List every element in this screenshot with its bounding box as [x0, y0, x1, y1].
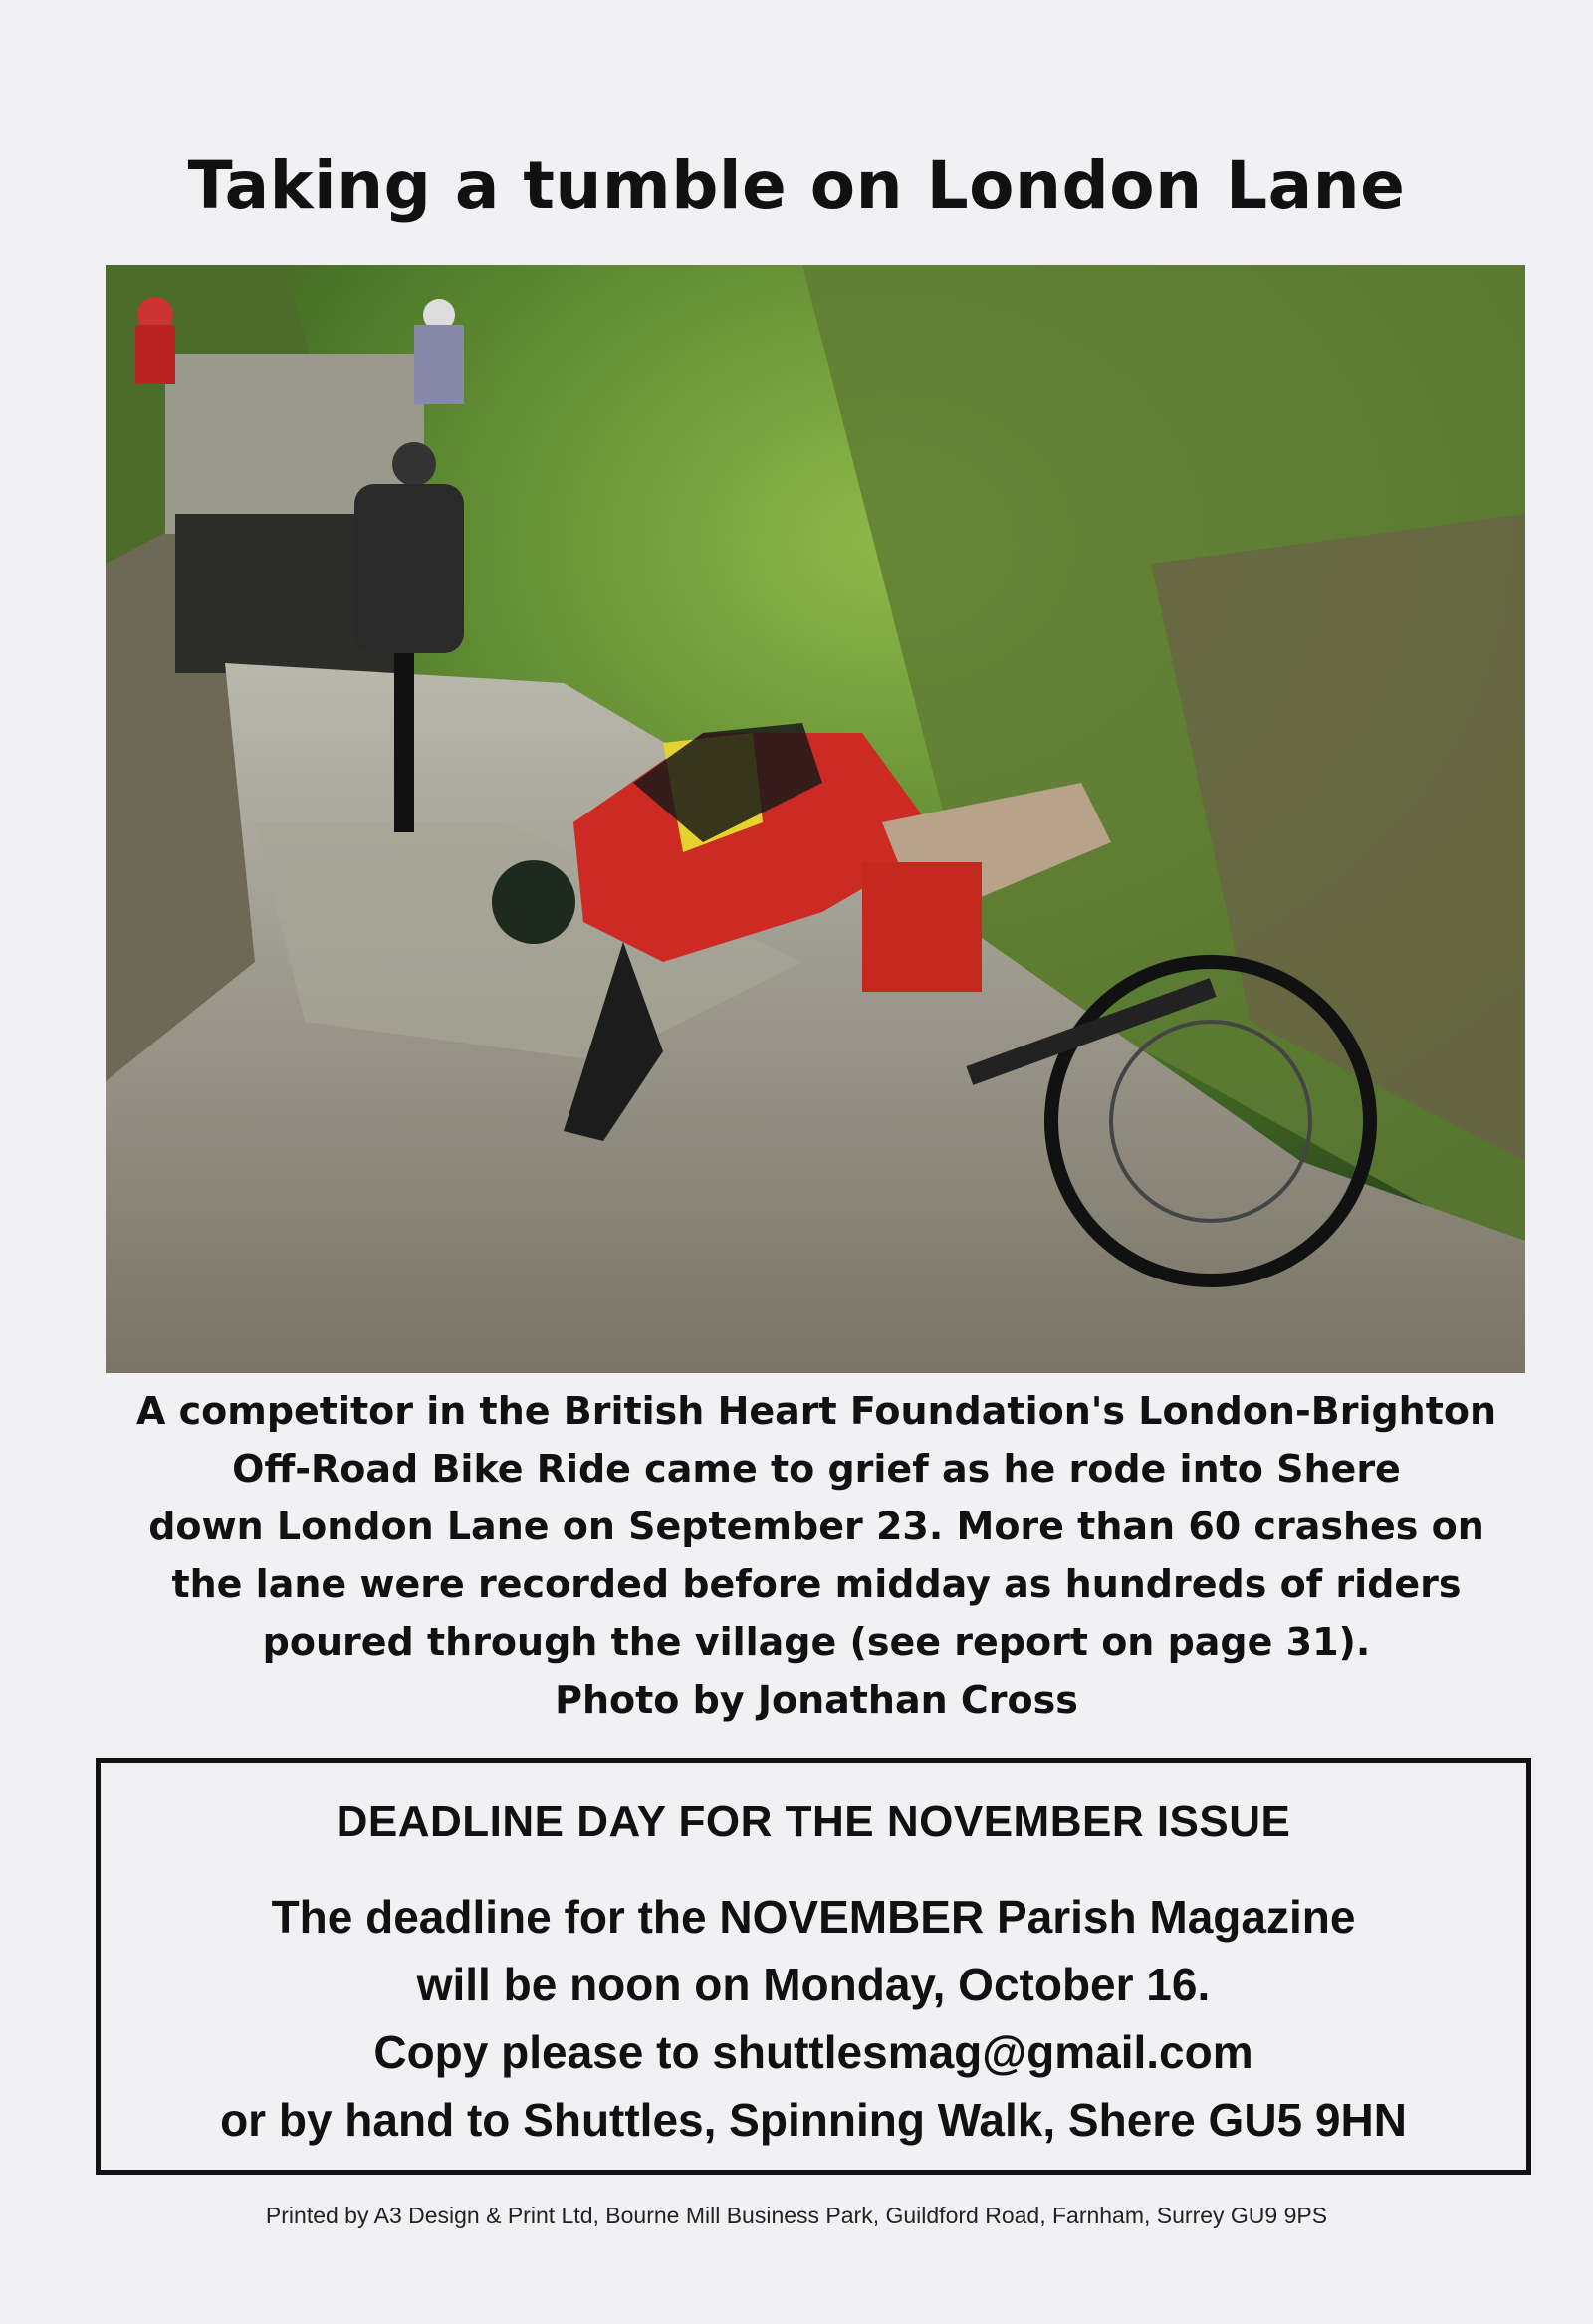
- page-title: Taking a tumble on London Lane: [187, 147, 1406, 224]
- caption-line: the lane were recorded before midday as hundreds of riders: [171, 1562, 1462, 1606]
- deadline-heading: DEADLINE DAY FOR THE NOVEMBER ISSUE: [336, 1797, 1291, 1846]
- caption-line: down London Lane on September 23. More than 60 crashes on: [148, 1505, 1484, 1548]
- deadline-line: will be noon on Monday, October 16.: [416, 1959, 1211, 2010]
- deadline-notice-box: [96, 1758, 1531, 2175]
- caption-line: poured through the village (see report on page 31).: [262, 1620, 1371, 1664]
- deadline-line: Copy please to shuttlesmag@gmail.com: [373, 2026, 1253, 2078]
- deadline-line: The deadline for the NOVEMBER Parish Magazine: [271, 1891, 1356, 1943]
- deadline-line: or by hand to Shuttles, Spinning Walk, Shere GU5 9HN: [220, 2094, 1407, 2146]
- caption-line: Off-Road Bike Ride came to grief as he rode into Shere: [232, 1447, 1401, 1491]
- photo-illustration: [106, 265, 1525, 1373]
- deadline-body: [101, 1883, 1526, 2154]
- mountain-bike-crash-photo: [106, 265, 1525, 1373]
- printer-footer: Printed by A3 Design & Print Ltd, Bourne Mill Business Park, Guildford Road, Farnham, Surrey GU9 9PS: [265, 2203, 1328, 2228]
- caption-line: A competitor in the British Heart Foundation's London-Brighton: [135, 1389, 1497, 1433]
- photo-caption: [100, 1382, 1533, 1729]
- photo-credit: Photo by Jonathan Cross: [555, 1678, 1078, 1722]
